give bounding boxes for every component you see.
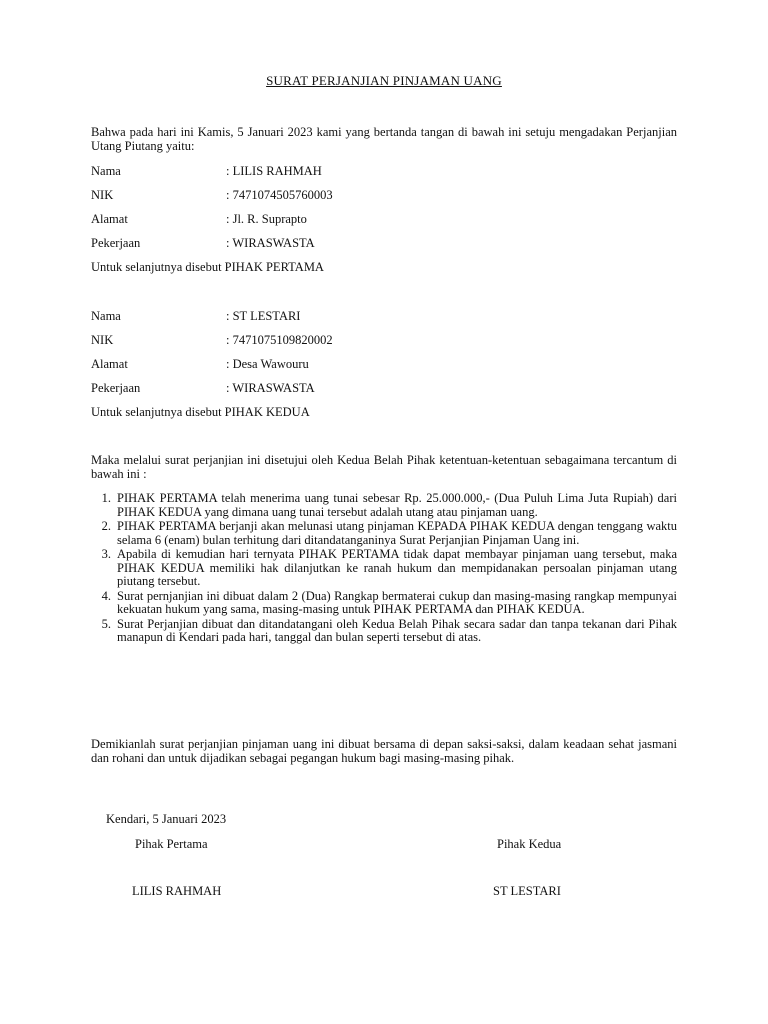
document-title: SURAT PERJANJIAN PINJAMAN UANG [266, 73, 502, 88]
list-number: 3. [101, 547, 111, 561]
signature-name-left: LILIS RAHMAH [132, 884, 222, 898]
list-item [91, 492, 677, 519]
list-item [91, 520, 677, 547]
terms-intro-paragraph: Maka melalui surat perjanjian ini disetujui oleh Kedua Belah Pihak ketentuan-ketentuan sebagaimana tercantum di bawah ini : [91, 453, 677, 481]
field-value: : Jl. R. Suprapto [226, 212, 307, 226]
field-value: : WIRASWASTA [226, 236, 315, 250]
closing-paragraph: Demikianlah surat perjanjian pinjaman uang ini dibuat bersama di depan saksi-saksi, dalam keadaan sehat jasmani dan rohani dan untuk dijadikan sebagai pegangan hukum bagi masing-masing pihak. [91, 737, 677, 765]
list-item [91, 618, 677, 645]
list-item-text: Surat Perjanjian dibuat dan ditandatangani oleh Kedua Belah Pihak secara sadar dan tanpa tekanan dari Pihak manapun di Kendari pada hari, tanggal dan bulan seperti tersebut di atas. [117, 616, 677, 644]
field-label: Alamat [91, 357, 128, 371]
field-label: Pekerjaan [91, 381, 141, 395]
field-label: Nama [91, 309, 121, 323]
list-item-text: Apabila di kemudian hari ternyata PIHAK PERTAMA tidak dapat membayar pinjaman uang tersebut, maka PIHAK KEDUA memiliki hak dilanjutkan ke ranah hukum dan mempidanakan persoalan pinjaman utang piutang tersebut. [117, 547, 677, 588]
field-label: Alamat [91, 212, 128, 226]
field-value: : LILIS RAHMAH [226, 164, 322, 178]
pihak-kedua-caption: Untuk selanjutnya disebut PIHAK KEDUA [91, 405, 310, 419]
list-item-text: PIHAK PERTAMA berjanji akan melunasi utang pinjaman KEPADA PIHAK KEDUA dengan tenggang waktu selama 6 (enam) bulan terhitung dari ditandatanganinya Surat Perjanjian Pinjaman Uang ini. [117, 519, 677, 547]
signature-name-right: ST LESTARI [493, 884, 561, 898]
list-number: 2. [101, 519, 111, 533]
field-label: NIK [91, 188, 114, 202]
list-number: 4. [101, 588, 111, 603]
list-number: 5. [101, 616, 111, 631]
signature-role-right: Pihak Kedua [497, 837, 562, 851]
field-value: : 7471075109820002 [226, 333, 333, 347]
signature-role-left: Pihak Pertama [135, 837, 208, 851]
list-number: 1. [101, 491, 111, 505]
field-value: : WIRASWASTA [226, 381, 315, 395]
field-value: : ST LESTARI [226, 309, 301, 323]
field-label: NIK [91, 333, 114, 347]
list-item [91, 548, 677, 589]
field-value: : 7471074505760003 [226, 188, 333, 202]
terms-list [91, 492, 677, 646]
intro-paragraph: Bahwa pada hari ini Kamis, 5 Januari 2023 kami yang bertanda tangan di bawah ini setuju mengadakan Perjanjian Utang Piutang yaitu: [91, 125, 677, 153]
field-label: Pekerjaan [91, 236, 141, 250]
place-date: Kendari, 5 Januari 2023 [106, 812, 227, 826]
field-value: : Desa Wawouru [226, 357, 309, 371]
pihak-pertama-caption: Untuk selanjutnya disebut PIHAK PERTAMA [91, 260, 324, 274]
list-item-text: Surat pernjanjian ini dibuat dalam 2 (Dua) Rangkap bermaterai cukup dan masing-masing rangkap mempunyai kekuatan hukum yang sama, masing-masing untuk PIHAK PERTAMA dan PIHAK KEDUA. [117, 588, 677, 616]
list-item-text: PIHAK PERTAMA telah menerima uang tunai sebesar Rp. 25.000.000,- (Dua Puluh Lima Juta Rupiah) dari PIHAK KEDUA yang dimana uang tunai tersebut adalah utang atau pinjaman uang. [117, 491, 677, 519]
list-item [91, 590, 677, 617]
field-label: Nama [91, 164, 121, 178]
